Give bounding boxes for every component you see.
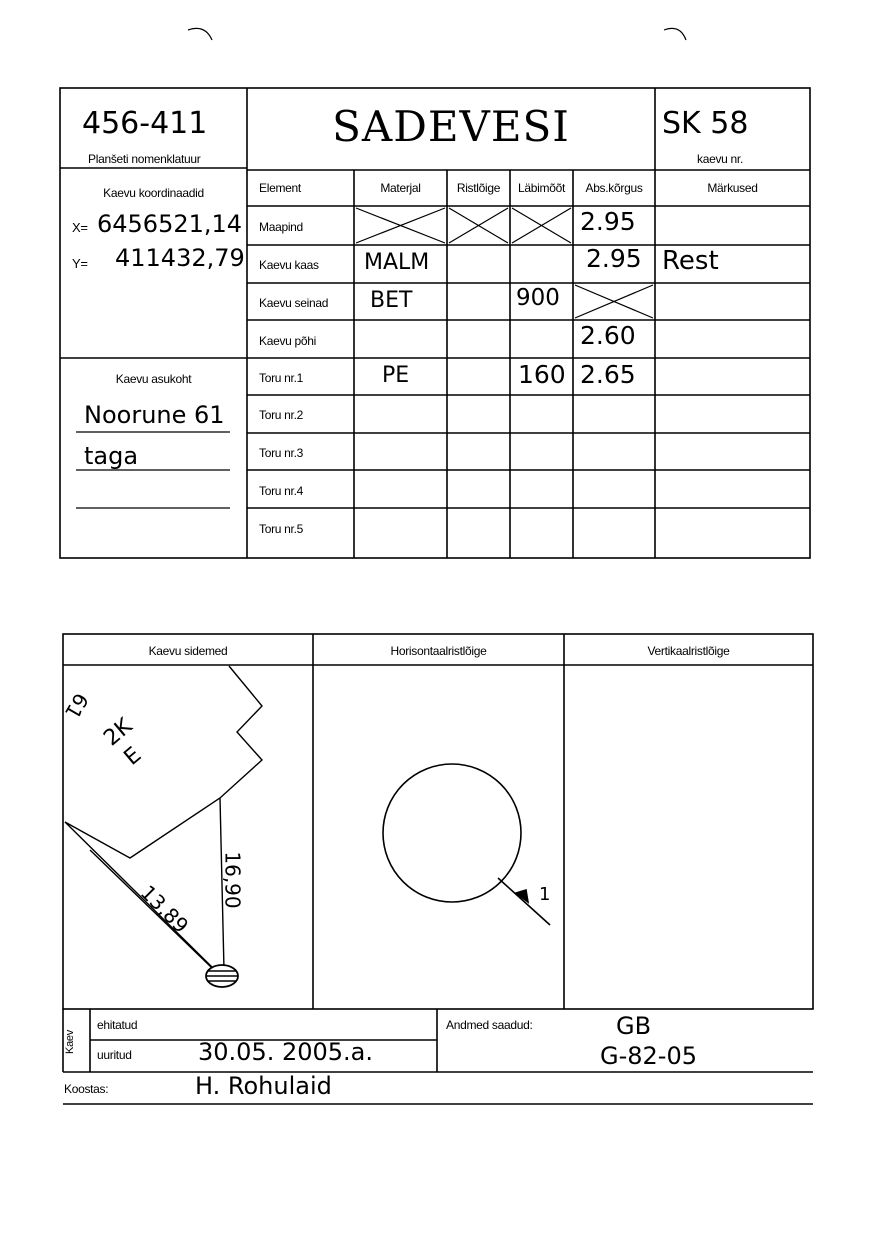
row-elevation: 2.60 [580, 321, 636, 350]
sketch-distance-a: 13,89 [135, 880, 194, 938]
sketch-house-number: 61 [59, 688, 94, 724]
row-element: Kaevu põhi [259, 334, 317, 348]
location-label: Kaevu asukoht [115, 372, 192, 386]
col-header-material: Materjal [380, 181, 421, 195]
well-side-label: Kaev [63, 1030, 76, 1054]
coordinates-label: Kaevu koordinaadid [103, 186, 204, 200]
row-material: PE [382, 363, 410, 388]
location-line-1: Noorune 61 [84, 401, 225, 429]
col-header-notes: Märkused [707, 181, 758, 195]
header-vertical-section: Vertikaalristlõige [647, 644, 730, 658]
plansheet-label: Planšeti nomenklatuur [88, 152, 201, 166]
well-number-label: kaevu nr. [697, 152, 743, 166]
row-material: BET [370, 288, 413, 313]
row-element: Toru nr.2 [259, 408, 303, 422]
site-sketch [65, 666, 262, 987]
row-notes: Rest [662, 246, 719, 276]
row-element: Kaevu seinad [259, 296, 329, 310]
y-coordinate: 411432,79 [115, 244, 245, 272]
col-header-diameter: Läbimõõt [518, 181, 565, 195]
col-header-elevation: Abs.kõrgus [585, 181, 643, 195]
row-material: MALM [364, 250, 430, 275]
row-element: Toru nr.3 [259, 446, 303, 460]
pipe-label: 1 [539, 884, 551, 905]
well-number-value: SK 58 [662, 106, 749, 141]
header-horizontal-section: Horisontaalristlõige [390, 644, 487, 658]
row-elevation: 2.95 [580, 207, 636, 236]
sketch-distance-b: 16,90 [220, 851, 245, 909]
compiled-by-value: H. Rohulaid [195, 1072, 332, 1100]
sketch-building-floors: 2K [99, 713, 138, 752]
plansheet-value: 456-411 [82, 106, 208, 141]
header-well-ties: Kaevu sidemed [148, 644, 228, 658]
row-diameter: 160 [518, 360, 566, 389]
sketch-building-type: E [119, 742, 147, 771]
col-header-element: Element [259, 181, 301, 195]
data-source-value-2: G-82-05 [600, 1042, 697, 1070]
row-element: Toru nr.1 [259, 371, 303, 385]
form-title: SADEVESI [332, 102, 570, 151]
x-prefix: X= [72, 220, 88, 235]
location-line-2: taga [84, 442, 139, 470]
horizontal-section-drawing [383, 764, 550, 925]
col-header-cross-section: Ristlõige [456, 181, 501, 195]
y-prefix: Y= [72, 256, 88, 271]
row-element: Toru nr.5 [259, 522, 303, 536]
data-source-value-1: GB [616, 1012, 652, 1040]
row-diameter: 900 [516, 285, 560, 311]
row-element: Kaevu kaas [259, 258, 319, 272]
x-coordinate: 6456521,14 [97, 210, 243, 238]
row-element: Maapind [259, 220, 303, 234]
compiled-by-label: Koostas: [64, 1082, 109, 1096]
data-source-label: Andmed saadud: [446, 1018, 533, 1032]
surveyed-value: 30.05. 2005.a. [198, 1038, 374, 1066]
surveyed-label: uuritud [97, 1048, 132, 1062]
row-elevation: 2.65 [580, 360, 636, 389]
row-elevation: 2.95 [586, 244, 642, 273]
built-label: ehitatud [97, 1018, 138, 1032]
row-element: Toru nr.4 [259, 484, 303, 498]
